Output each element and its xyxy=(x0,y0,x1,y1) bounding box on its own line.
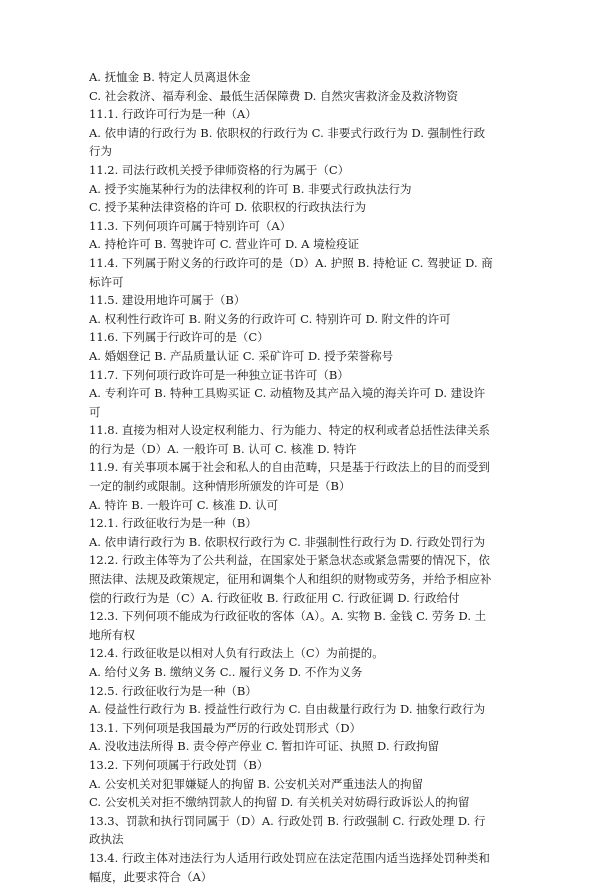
text-line: A. 给付义务 B. 缴纳义务 C.. 履行义务 D. 不作为义务 xyxy=(89,665,363,679)
text-line: 11.1. 行政许可行为是一种（A） xyxy=(89,107,257,122)
text-line: 11.7. 下列何项行政许可是一种独立证书许可（B） xyxy=(89,367,349,382)
text-line: C. 公安机关对拒不缴纳罚款人的拘留 D. 有关机关对妨碍行政诉讼人的拘留 xyxy=(89,795,470,810)
text-line: 11.9. 有关事项本属于社会和私人的自由范畴，只是基于行政法上的目的而受到 xyxy=(89,460,490,475)
text-line: 行为 xyxy=(89,144,112,159)
text-line: 政执法 xyxy=(89,832,124,847)
text-line: 11.2. 司法行政机关授予律师资格的行为属于（C） xyxy=(89,162,350,177)
text-line: 照法律、法规及政策规定，征用和调集个人和组织的财物或劳务，并给予相应补 xyxy=(89,572,492,587)
text-line: A. 婚姻登记 B. 产品质量认证 C. 采矿许可 D. 授予荣誉称号 xyxy=(89,348,394,363)
text-line: A. 持枪许可 B. 驾驶许可 C. 营业许可 D. A 境检疫证 xyxy=(89,237,360,252)
text-line: 偿的行政行为是（C）A. 行政征收 B. 行政征用 C. 行政征调 D. 行政给付 xyxy=(89,590,460,605)
text-line: 11.8. 直接为相对人设定权利能力、行为能力、特定的权利或者总括性法律关系 xyxy=(89,423,490,438)
text-line: 11.6. 下列属于行政许可的是（C） xyxy=(89,330,269,345)
text-line: A. 没收违法所得 B. 责令停产停业 C. 暂扣许可证、执照 D. 行政拘留 xyxy=(89,739,440,754)
text-line: 13.4. 行政主体对违法行为人适用行政处罚应在法定范围内适当选择处罚种类和 xyxy=(89,850,490,865)
text-line: A. 公安机关对犯罪嫌疑人的拘留 B. 公安机关对严重违法人的拘留 xyxy=(89,776,424,791)
text-line: C. 授予某种法律资格的许可 D. 依职权的行政执法行为 xyxy=(89,200,366,215)
text-line: 的行为是（D）A. 一般许可 B. 认可 C. 核准 D. 特许 xyxy=(89,441,357,456)
text-line: 标许可 xyxy=(89,274,124,289)
text-line: 可 xyxy=(89,404,101,419)
text-line: 12.3. 下列何项不能成为行政征收的客体（A）。A. 实物 B. 金钱 C. 劳务 D. 土 xyxy=(89,609,487,624)
text-line: 12.5. 行政征收行为是一种（B） xyxy=(89,683,257,698)
text-line: 12.4. 行政征收是以相对人负有行政法上（C）为前提的。 xyxy=(89,646,384,661)
text-line: 12.1. 行政征收行为是一种（B） xyxy=(89,516,257,531)
text-line: A. 依申请的行政行为 B. 依职权的行政行为 C. 非要式行政行为 D. 强制性行政 xyxy=(89,125,486,140)
text-line: A. 授予实施某种行为的法律权利的许可 B. 非要式行政执法行为 xyxy=(89,181,412,196)
text-line: 13.1. 下列何项是我国最为严厉的行政处罚形式（D） xyxy=(89,720,362,735)
text-line: C. 社会救济、福寿利金、最低生活保障费 D. 自然灾害救济金及救济物资 xyxy=(89,88,458,103)
text-line: 13.2. 下列何项属于行政处罚（B） xyxy=(89,757,269,772)
text-line: 地所有权 xyxy=(89,627,135,642)
text-line: A. 侵益性行政行为 B. 授益性行政行为 C. 自由裁量行政行为 D. 抽象行政行为 xyxy=(89,702,486,717)
text-line: A. 特许 B. 一般许可 C. 核准 D. 认可 xyxy=(89,497,279,512)
text-line: A. 抚恤金 B. 特定人员离退休金 xyxy=(89,70,251,84)
text-line: 13.3、罚款和执行罚同属于（D）A. 行政处罚 B. 行政强制 C. 行政处理 D. 行 xyxy=(89,813,486,828)
text-line: 一定的制约或限制。这种情形所颁发的许可是（B） xyxy=(89,479,351,494)
text-line: 11.4. 下列属于附义务的行政许可的是（D）A. 护照 B. 持枪证 C. 驾驶证 D. 商 xyxy=(89,255,493,270)
text-line: A. 依申请行政行为 B. 依职权行政行为 C. 非强制性行政行为 D. 行政处罚行为 xyxy=(89,534,486,549)
text-line: A. 专利许可 B. 特种工具购买证 C. 动植物及其产品入境的海关许可 D. 建设许 xyxy=(89,386,486,401)
text-line: 12.2. 行政主体等为了公共利益，在国家处于紧急状态或紧急需要的情况下，依 xyxy=(89,553,490,568)
text-line: 11.3. 下列何项许可属于特别许可（A） xyxy=(89,218,292,233)
text-line: A. 权利性行政许可 B. 附义务的行政许可 C. 特别许可 D. 附文件的许可 xyxy=(89,311,451,326)
text-line: 11.5. 建设用地许可属于（B） xyxy=(89,293,246,308)
text-line: 幅度，此要求符合（A） xyxy=(89,869,213,884)
